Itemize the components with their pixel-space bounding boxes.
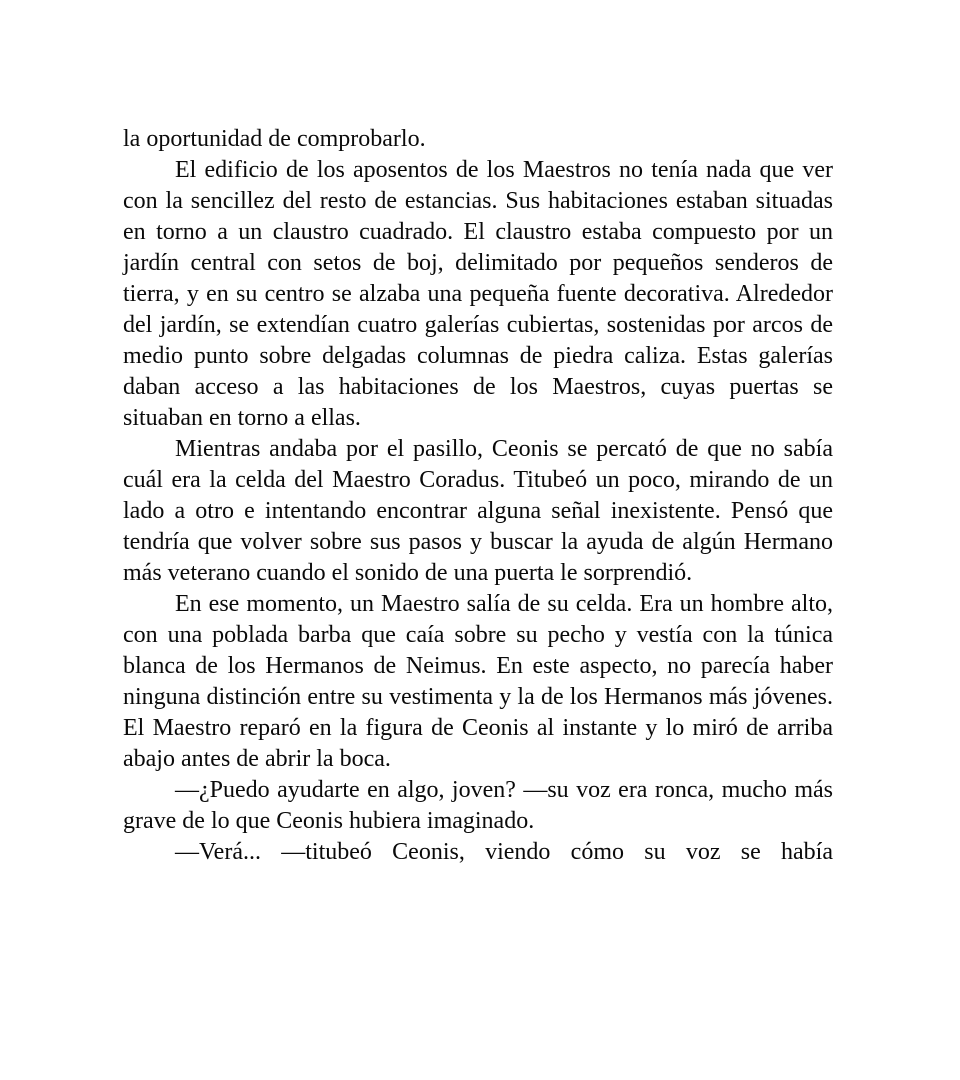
paragraph-dialogue-cutoff: —Verá... —titubeó Ceonis, viendo cómo su voz se había	[175, 839, 833, 865]
paragraph-dialogue: —¿Puedo ayudarte en algo, joven? —su voz era ronca, mucho más grave de lo que Ceonis hubiera imaginado.	[123, 777, 833, 834]
paragraph: Mientras andaba por el pasillo, Ceonis se percató de que no sabía cuál era la celda del Maestro Coradus. Titubeó un poco, mirando de un lado a otro e intentando encontrar alguna señal inexistente. Pensó que tendría que volver sobre sus pasos y buscar la ayuda de algún Hermano más veterano cuando el sonido de una puerta le sorprendió.	[123, 436, 833, 586]
text-column	[123, 124, 833, 868]
paragraph: El edificio de los aposentos de los Maestros no tenía nada que ver con la sencillez del resto de estancias. Sus habitaciones estaban situadas en torno a un claustro cuadrado. El claustro estaba compuesto por un jardín central con setos de boj, delimitado por pequeños senderos de tierra, y en su centro se alzaba una pequeña fuente decorativa. Alrededor del jardín, se extendían cuatro galerías cubiertas, sostenidas por arcos de medio punto sobre delgadas columnas de piedra caliza. Estas galerías daban acceso a las habitaciones de los Maestros, cuyas puertas se situaban en torno a ellas.	[123, 157, 833, 431]
paragraph: En ese momento, un Maestro salía de su celda. Era un hombre alto, con una poblada barba que caía sobre su pecho y vestía con la túnica blanca de los Hermanos de Neimus. En este aspecto, no parecía haber ninguna distinción entre su vestimenta y la de los Hermanos más jóvenes. El Maestro reparó en la figura de Ceonis al instante y lo miró de arriba abajo antes de abrir la boca.	[123, 591, 833, 772]
paragraph-continuation: la oportunidad de comprobarlo.	[123, 126, 426, 152]
